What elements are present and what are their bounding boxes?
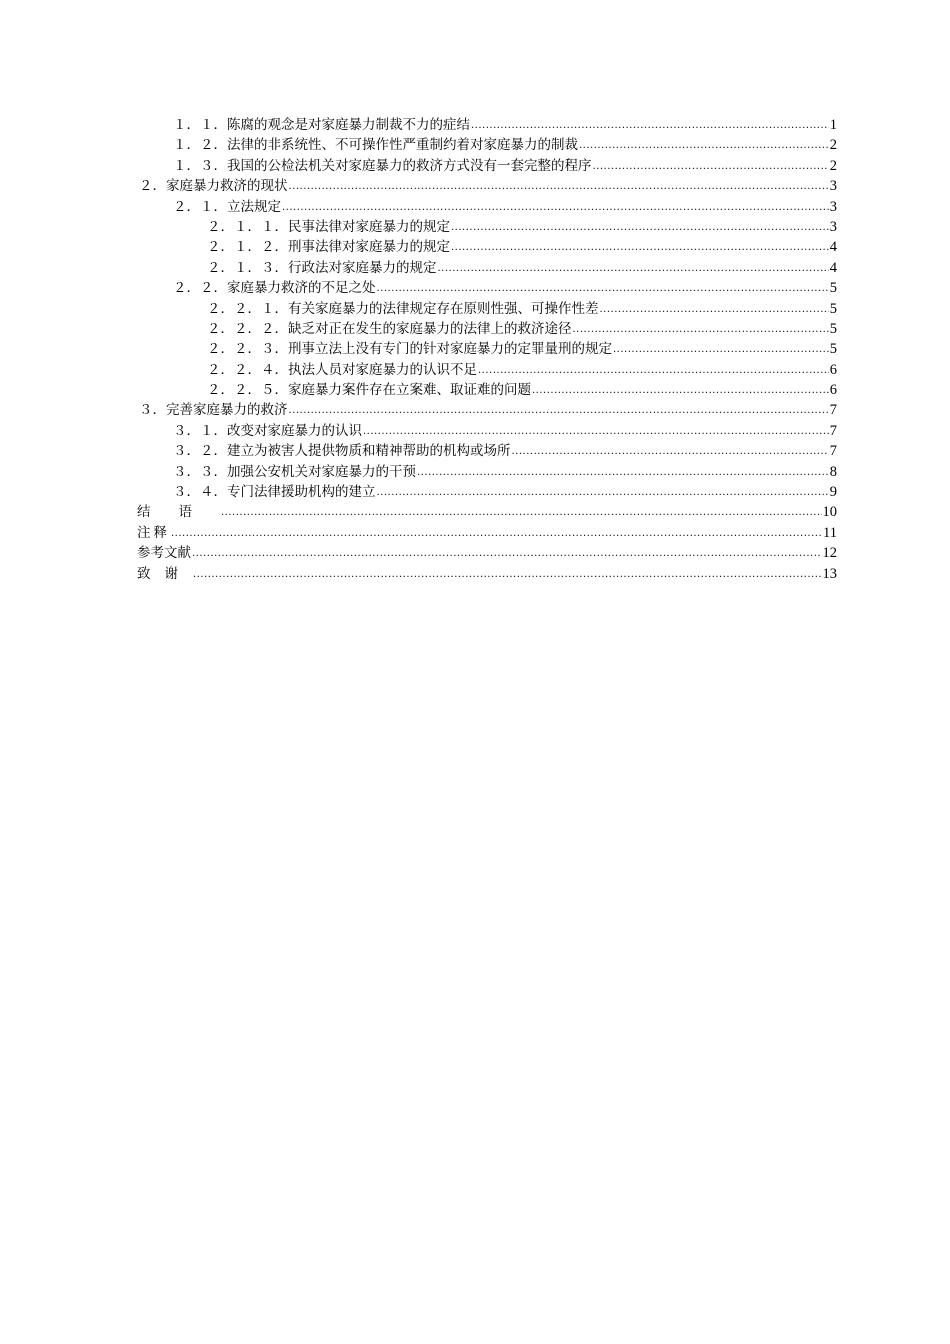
toc-entry-title: 结语: [137, 504, 220, 521]
toc-entry-page: 6: [829, 382, 837, 399]
toc-entry-number: ２．２．３．: [207, 341, 288, 358]
toc-leader-dots: [417, 463, 829, 483]
toc-entry-page: 2: [829, 157, 837, 174]
toc-entry-number: ２．２．５．: [207, 382, 288, 399]
toc-entry-page: 11: [823, 524, 837, 541]
toc-leader-dots: [377, 483, 829, 503]
toc-leader-dots: [471, 116, 829, 136]
toc-entry[interactable]: [137, 217, 837, 237]
toc-entry-title: 行政法对家庭暴力的规定: [288, 259, 437, 276]
toc-entry-title: 立法规定: [227, 198, 281, 215]
toc-entry-title: 加强公安机关对家庭暴力的干预: [227, 463, 416, 480]
toc-entry-number: ３．４．: [173, 484, 227, 501]
toc-entry-title: 法律的非系统性、不可操作性严重制约着对家庭暴力的制裁: [227, 137, 578, 154]
toc-entry-page: 3: [829, 198, 837, 215]
toc-entry-page: 3: [829, 178, 837, 195]
toc-entry-title: 家庭暴力案件存在立案难、取证难的问题: [288, 382, 531, 399]
toc-leader-dots: [512, 442, 829, 462]
toc-entry-number: ２．１．２．: [207, 239, 288, 256]
toc-entry-title: 缺乏对正在发生的家庭暴力的法律上的救济途径: [288, 320, 572, 337]
toc-entry-title: 刑事法律对家庭暴力的规定: [288, 239, 450, 256]
toc-entry-page: 2: [829, 137, 837, 154]
toc-entry-title: 参考文献: [137, 545, 191, 562]
toc-entry-number: ２．２．１．: [207, 300, 288, 317]
toc-entry[interactable]: [137, 237, 837, 257]
toc-entry[interactable]: [137, 339, 837, 359]
toc-entry-page: 1: [829, 117, 837, 133]
toc-entry-page: 7: [829, 422, 837, 439]
toc-entry[interactable]: [137, 400, 837, 420]
toc-entry-page: 12: [822, 545, 837, 562]
toc-leader-dots: [171, 524, 822, 544]
toc-entry-number: １．２．: [173, 137, 227, 154]
toc-entry-page: 13: [822, 565, 837, 582]
toc-leader-dots: [593, 157, 829, 177]
toc-entry-page: 5: [829, 300, 837, 317]
toc-entry-number: ３．: [139, 402, 166, 419]
toc-entry-number: ２．２．: [173, 280, 227, 297]
toc-entry-title: 注释: [137, 524, 170, 541]
toc-leader-dots: [438, 259, 829, 279]
toc-entry-title: 刑事立法上没有专门的针对家庭暴力的定罪量刑的规定: [288, 341, 612, 358]
toc-leader-dots: [221, 503, 822, 523]
toc-entry-title: 专门法律援助机构的建立: [227, 484, 376, 501]
table-of-contents: [137, 115, 837, 584]
toc-entry[interactable]: [137, 380, 837, 400]
toc-entry-title: 致谢: [137, 565, 192, 582]
toc-leader-dots: [451, 218, 829, 238]
toc-entry-page: 3: [829, 218, 837, 235]
toc-leader-dots: [532, 381, 829, 401]
toc-entry-number: ３．２．: [173, 443, 227, 460]
toc-leader-dots: [600, 300, 829, 320]
toc-entry[interactable]: [137, 564, 837, 584]
toc-entry-title: 有关家庭暴力的法律规定存在原则性强、可操作性差: [288, 300, 599, 317]
toc-entry-title: 民事法律对家庭暴力的规定: [288, 218, 450, 235]
toc-leader-dots: [573, 320, 829, 340]
toc-entry-page: 5: [829, 320, 837, 337]
toc-entry-page: 10: [822, 504, 837, 521]
toc-entry[interactable]: [137, 299, 837, 319]
toc-entry-title: 家庭暴力救济的不足之处: [227, 280, 376, 297]
toc-entry[interactable]: [137, 319, 837, 339]
toc-entry[interactable]: [137, 156, 837, 176]
toc-entry-page: 6: [829, 361, 837, 378]
toc-entry-title: 执法人员对家庭暴力的认识不足: [288, 361, 477, 378]
toc-entry[interactable]: [137, 523, 837, 543]
toc-entry-number: ２．１．: [173, 198, 227, 215]
toc-entry[interactable]: [137, 421, 837, 441]
toc-entry-number: ２．２．４．: [207, 361, 288, 378]
toc-leader-dots: [478, 361, 829, 381]
toc-leader-dots: [289, 401, 829, 421]
toc-entry[interactable]: [137, 135, 837, 155]
toc-entry-page: 5: [829, 341, 837, 358]
toc-entry[interactable]: [137, 115, 837, 135]
toc-leader-dots: [613, 340, 829, 360]
toc-entry-page: 4: [829, 259, 837, 276]
toc-entry-page: 8: [829, 463, 837, 480]
toc-entry-number: ２．１．３．: [207, 259, 288, 276]
toc-entry[interactable]: [137, 197, 837, 217]
toc-entry-title: 陈腐的观念是对家庭暴力制裁不力的症结: [227, 117, 470, 133]
toc-entry[interactable]: [137, 502, 837, 522]
toc-entry-number: ３．１．: [173, 422, 227, 439]
toc-leader-dots: [289, 177, 829, 197]
toc-leader-dots: [193, 565, 822, 585]
toc-entry-page: 5: [829, 280, 837, 297]
toc-entry-number: １．３．: [173, 157, 227, 174]
toc-entry[interactable]: [137, 482, 837, 502]
toc-entry-number: ２．１．１．: [207, 218, 288, 235]
toc-leader-dots: [579, 136, 829, 156]
toc-entry[interactable]: [137, 176, 837, 196]
toc-leader-dots: [451, 238, 829, 258]
toc-entry[interactable]: [137, 441, 837, 461]
toc-entry-page: 7: [829, 443, 837, 460]
toc-leader-dots: [192, 544, 822, 564]
toc-entry-number: ２．２．２．: [207, 320, 288, 337]
toc-entry-number: ３．３．: [173, 463, 227, 480]
toc-entry[interactable]: [137, 258, 837, 278]
toc-entry-page: 9: [829, 484, 837, 501]
toc-entry-title: 改变对家庭暴力的认识: [227, 422, 362, 439]
toc-leader-dots: [363, 422, 829, 442]
toc-entry-title: 家庭暴力救济的现状: [166, 178, 288, 195]
toc-entry-page: 7: [829, 402, 837, 419]
toc-entry[interactable]: [137, 543, 837, 563]
toc-entry-page: 4: [829, 239, 837, 256]
toc-leader-dots: [377, 279, 829, 299]
toc-entry-title: 完善家庭暴力的救济: [166, 402, 288, 419]
toc-entry[interactable]: [137, 360, 837, 380]
toc-entry-title: 我国的公检法机关对家庭暴力的救济方式没有一套完整的程序: [227, 157, 592, 174]
toc-entry-number: ２．: [139, 178, 166, 195]
toc-entry-title: 建立为被害人提供物质和精神帮助的机构或场所: [227, 443, 511, 460]
toc-entry-number: １．１．: [173, 117, 227, 133]
toc-entry[interactable]: [137, 462, 837, 482]
toc-leader-dots: [282, 198, 829, 218]
toc-entry[interactable]: [137, 278, 837, 298]
